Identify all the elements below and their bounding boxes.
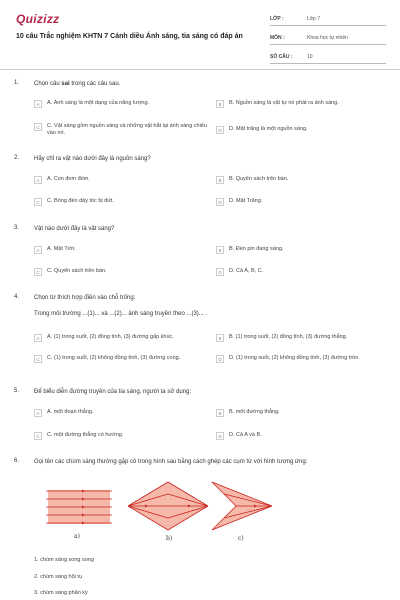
answer-item-1: 1. chùm sáng song song bbox=[34, 557, 94, 563]
option-key: C bbox=[34, 268, 42, 276]
option-text: C. (1) trong suốt, (2) không đồng tính, (3) đường cong. bbox=[47, 355, 181, 361]
option-text: B. Nguồn sáng là vật tự nó phát ra ánh sáng. bbox=[229, 100, 339, 106]
question-text: Chọn từ thích hợp điền vào chỗ trống: bbox=[34, 295, 136, 301]
option-key: D bbox=[216, 355, 224, 363]
figure-label-c: c) bbox=[238, 535, 244, 542]
info-value: 10 bbox=[307, 53, 313, 60]
option-text: B. Quyển sách trên bàn. bbox=[229, 176, 289, 182]
option-b[interactable] bbox=[216, 409, 392, 417]
option-c[interactable] bbox=[34, 198, 210, 206]
option-text: A. một đoạn thẳng. bbox=[47, 409, 94, 415]
option-key: D bbox=[216, 432, 224, 440]
option-text: B. một đường thẳng. bbox=[229, 409, 280, 415]
info-label: LỚP : bbox=[270, 15, 284, 22]
figure-label-b: b) bbox=[166, 535, 173, 542]
option-key: C bbox=[34, 432, 42, 440]
question-text: Vật nào dưới đây là vật sáng? bbox=[34, 226, 115, 232]
option-text: D. Mặt Trăng. bbox=[229, 198, 263, 204]
option-key: B bbox=[216, 409, 224, 417]
option-a[interactable] bbox=[34, 334, 210, 342]
option-a[interactable] bbox=[34, 409, 210, 417]
option-key: A bbox=[34, 100, 42, 108]
option-key: C bbox=[34, 123, 42, 131]
option-text: C. Bóng đèn dây tóc bị đứt. bbox=[47, 198, 114, 204]
info-row-class bbox=[270, 12, 386, 26]
option-key: B bbox=[216, 100, 224, 108]
info-row-subject bbox=[270, 31, 386, 45]
option-text: B. (1) trong suốt, (2) đồng tính, (3) đường thẳng. bbox=[229, 334, 348, 340]
option-c[interactable] bbox=[34, 123, 210, 137]
parallel-beam bbox=[46, 490, 112, 541]
question-number: 3. bbox=[14, 225, 20, 231]
question-text: Gọi tên các chùm sáng thường gặp có trong hình sau bằng cách ghép các cụm từ với hình tương ứng: bbox=[34, 459, 308, 465]
info-value: Khoa học tự nhiên bbox=[307, 34, 348, 41]
option-d[interactable] bbox=[216, 355, 392, 363]
question-number: 1. bbox=[14, 80, 20, 86]
quizizz-logo: Quizizz bbox=[16, 12, 60, 26]
question-number: 6. bbox=[14, 458, 20, 464]
question-number: 4. bbox=[14, 294, 20, 300]
option-key: A bbox=[34, 334, 42, 342]
option-d[interactable] bbox=[216, 126, 392, 134]
option-text: A. Ánh sáng là một dạng của năng lượng. bbox=[47, 100, 150, 106]
option-key: D bbox=[216, 198, 224, 206]
option-a[interactable] bbox=[34, 246, 210, 254]
question-text: Để biểu diễn đường truyền của tia sáng, người ta sử dụng: bbox=[34, 389, 192, 395]
converging-beam bbox=[128, 482, 208, 542]
option-text: D. Cả A và B. bbox=[229, 432, 262, 438]
question-subtext: Trong môi trường ...(1)... và ...(2)... ánh sáng truyền theo ...(3)... . bbox=[34, 311, 208, 317]
diverging-beam bbox=[212, 482, 272, 542]
option-key: B bbox=[216, 176, 224, 184]
option-text: D. Mặt trăng là một nguồn sáng. bbox=[229, 126, 308, 132]
answer-item-3: 3. chùm sáng phân kỳ bbox=[34, 590, 88, 596]
option-b[interactable] bbox=[216, 246, 392, 254]
option-a[interactable] bbox=[34, 176, 210, 184]
light-beams-figure bbox=[40, 478, 280, 546]
option-c[interactable] bbox=[34, 355, 210, 363]
info-box bbox=[270, 12, 386, 69]
option-key: A bbox=[34, 246, 42, 254]
option-text: A. Mặt Trời. bbox=[47, 246, 76, 252]
option-text: C. Quyển sách trên bàn. bbox=[47, 268, 107, 274]
option-b[interactable] bbox=[216, 334, 392, 342]
option-d[interactable] bbox=[216, 432, 392, 440]
option-key: C bbox=[34, 355, 42, 363]
option-d[interactable] bbox=[216, 198, 392, 206]
info-row-count bbox=[270, 50, 386, 64]
info-value: Lớp 7 bbox=[307, 15, 321, 22]
question-text-part: Chọn câu bbox=[34, 81, 62, 87]
page-header bbox=[0, 0, 400, 70]
option-c[interactable] bbox=[34, 432, 210, 440]
option-key: D bbox=[216, 126, 224, 134]
question-text: Hãy chỉ ra vật nào dưới đây là nguồn sáng? bbox=[34, 156, 151, 162]
option-text: C. Vật sáng gồm nguồn sáng và những vật hắt lại ánh sáng chiếu vào nó. bbox=[47, 123, 207, 136]
info-label: MÔN : bbox=[270, 34, 285, 41]
option-key: A bbox=[34, 176, 42, 184]
option-a[interactable] bbox=[34, 100, 210, 108]
option-key: A bbox=[34, 409, 42, 417]
option-b[interactable] bbox=[216, 100, 392, 108]
answer-item-2: 2. chùm sáng hội tụ bbox=[34, 574, 83, 580]
question-text bbox=[34, 80, 384, 89]
option-key: C bbox=[34, 198, 42, 206]
option-b[interactable] bbox=[216, 176, 392, 184]
figure-label-a: a) bbox=[74, 533, 80, 540]
question-number: 5. bbox=[14, 388, 20, 394]
option-d[interactable] bbox=[216, 268, 392, 276]
option-key: B bbox=[216, 334, 224, 342]
option-text: A. (1) trong suốt, (2) đồng tính, (3) đường gấp khúc. bbox=[47, 334, 174, 340]
option-text: D. (1) trong suốt, (2) không đồng tính, (3) đường tròn. bbox=[229, 355, 360, 361]
question-text-part: trong các câu sau. bbox=[69, 81, 121, 87]
option-text: C. một đường thẳng có hướng. bbox=[47, 432, 124, 438]
option-key: D bbox=[216, 268, 224, 276]
question-number: 2. bbox=[14, 155, 20, 161]
question-text-emphasis: sai bbox=[61, 81, 70, 87]
option-c[interactable] bbox=[34, 268, 210, 276]
option-text: A. Con đom đóm. bbox=[47, 176, 90, 182]
option-text: B. Đèn pin đang sáng. bbox=[229, 246, 284, 252]
option-key: B bbox=[216, 246, 224, 254]
info-label: SỐ CÂU : bbox=[270, 53, 293, 60]
option-text: D. Cả A, B, C. bbox=[229, 268, 264, 274]
document-title: 10 câu Trắc nghiệm KHTN 7 Cánh diều Ánh sáng, tia sáng có đáp án bbox=[16, 33, 243, 40]
